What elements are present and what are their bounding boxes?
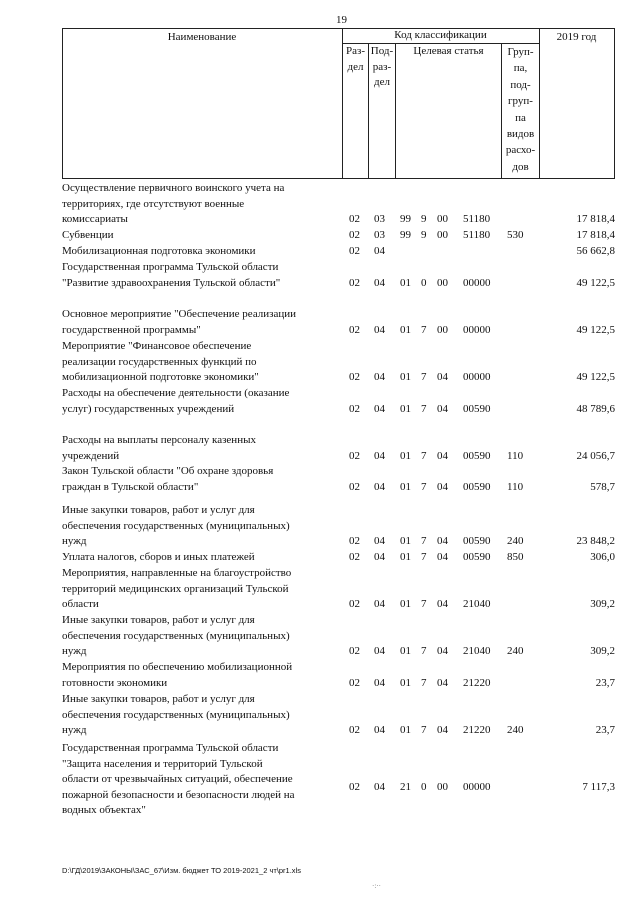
row-amount: 49 122,5 [576, 371, 615, 384]
code-sub: 04 [374, 724, 385, 737]
code-sec: 02 [349, 535, 360, 548]
code-sub: 04 [374, 645, 385, 658]
code-sec: 02 [349, 245, 360, 257]
code-t2: 7 [421, 535, 427, 548]
code-t2: 7 [421, 676, 427, 689]
row-amount: 49 122,5 [576, 276, 615, 289]
row-amount: 7 117,3 [582, 781, 615, 793]
code-grp: 110 [507, 480, 524, 493]
code-t1: 01 [400, 598, 411, 611]
code-t1: 21 [400, 781, 411, 793]
code-sec: 02 [349, 551, 360, 563]
code-grp: 240 [507, 535, 524, 548]
code-t4: 00000 [463, 276, 491, 289]
code-t4: 00590 [463, 480, 491, 493]
code-t2: 7 [421, 551, 427, 563]
file-path: D:\ГД\2019\ЗАКОНЫ\ЗАС_67\Изм. бюджет ТО 2019-2021_2 чт\pr1.xls [62, 866, 301, 875]
header-classification: Код классификации [394, 29, 487, 41]
code-t3: 04 [437, 371, 448, 384]
code-t2: 7 [421, 323, 427, 336]
code-t3: 00 [437, 781, 448, 793]
code-t1: 01 [400, 449, 411, 462]
code-grp: 110 [507, 449, 524, 462]
code-sub: 03 [374, 229, 385, 241]
code-t1: 01 [400, 276, 411, 289]
scan-mark: ·:·· [372, 882, 381, 890]
header-name: Наименование [167, 31, 237, 43]
code-t1: 01 [400, 323, 411, 336]
code-sec: 02 [349, 371, 360, 384]
header-section: Раз- дел [345, 45, 365, 73]
code-sub: 04 [374, 245, 385, 257]
code-sub: 04 [374, 323, 385, 336]
code-sec: 02 [349, 323, 360, 336]
row-name: Мероприятие "Финансовое обеспечение реализации государственных функций по мобилизационной подготовке экономики" [62, 340, 259, 384]
code-t4: 00000 [463, 781, 491, 793]
code-t4: 00590 [463, 402, 491, 415]
code-t1: 99 [400, 229, 411, 241]
code-grp: 530 [507, 229, 524, 241]
row-amount: 17 818,4 [576, 213, 615, 226]
row-amount: 48 789,6 [576, 402, 615, 415]
code-sub: 03 [374, 213, 385, 226]
code-t1: 01 [400, 724, 411, 737]
code-t2: 7 [421, 645, 427, 658]
code-sec: 02 [349, 229, 360, 241]
code-t2: 9 [421, 213, 427, 226]
row-amount: 578,7 [590, 480, 615, 493]
code-t1: 99 [400, 213, 411, 226]
code-t1: 01 [400, 645, 411, 658]
code-sec: 02 [349, 213, 360, 226]
code-t3: 04 [437, 724, 448, 737]
row-name: Иные закупки товаров, работ и услуг для обеспечения государственных (муниципальных) нужд [62, 504, 290, 548]
code-t2: 9 [421, 229, 427, 241]
code-t2: 7 [421, 598, 427, 611]
row-amount: 309,2 [590, 645, 615, 658]
code-t3: 04 [437, 676, 448, 689]
row-amount: 17 818,4 [576, 229, 615, 241]
code-sec: 02 [349, 402, 360, 415]
code-sub: 04 [374, 449, 385, 462]
code-t4: 00590 [463, 449, 491, 462]
code-t1: 01 [400, 480, 411, 493]
header-target: Целевая статья [413, 45, 484, 57]
code-t2: 7 [421, 724, 427, 737]
code-t3: 00 [437, 323, 448, 336]
row-name: Мобилизационная подготовка экономики [62, 245, 256, 257]
code-t4: 00000 [463, 323, 491, 336]
code-t2: 7 [421, 449, 427, 462]
code-t1: 01 [400, 535, 411, 548]
row-amount: 23,7 [595, 676, 615, 689]
code-t4: 21220 [463, 676, 491, 689]
code-t4: 21220 [463, 724, 491, 737]
code-t1: 01 [400, 402, 411, 415]
code-t3: 04 [437, 598, 448, 611]
code-sub: 04 [374, 276, 385, 289]
code-t3: 04 [437, 449, 448, 462]
header-subsection: Под- раз- дел [370, 45, 394, 88]
code-t3: 04 [437, 402, 448, 415]
code-t3: 04 [437, 645, 448, 658]
code-t2: 7 [421, 371, 427, 384]
row-amount: 23 848,2 [576, 535, 615, 548]
row-name: Иные закупки товаров, работ и услуг для обеспечения государственных (муниципальных) нужд [62, 693, 290, 737]
code-sec: 02 [349, 676, 360, 689]
page-number: 19 [336, 14, 347, 26]
code-grp: 240 [507, 724, 524, 737]
row-amount: 23,7 [595, 724, 615, 737]
code-sub: 04 [374, 781, 385, 793]
code-t2: 7 [421, 402, 427, 415]
code-grp: 240 [507, 645, 524, 658]
row-name: Государственная программа Тульской области "Защита населения и территорий Тульской области от чрезвычайных ситуаций, обеспечение пожарной безопасности и безопасности людей на водных объектах" [62, 742, 295, 817]
row-name: Государственная программа Тульской области "Развитие здравоохранения Тульской области" [62, 261, 281, 289]
code-sub: 04 [374, 598, 385, 611]
code-grp: 850 [507, 551, 524, 563]
code-t4: 21040 [463, 645, 491, 658]
row-amount: 306,0 [590, 551, 615, 563]
row-name: Иные закупки товаров, работ и услуг для обеспечения государственных (муниципальных) нужд [62, 614, 290, 658]
table-header [0, 0, 640, 180]
code-t3: 04 [437, 480, 448, 493]
row-amount: 309,2 [590, 598, 615, 611]
row-name: Расходы на выплаты персоналу казенных учреждений [62, 434, 256, 462]
code-sec: 02 [349, 598, 360, 611]
code-sec: 02 [349, 449, 360, 462]
code-sub: 04 [374, 402, 385, 415]
code-sec: 02 [349, 276, 360, 289]
row-name: Расходы на обеспечение деятельности (оказание услуг) государственных учреждений [62, 387, 290, 415]
code-sub: 04 [374, 480, 385, 493]
row-name: Уплата налогов, сборов и иных платежей [62, 551, 255, 563]
row-amount: 49 122,5 [576, 323, 615, 336]
code-t4: 21040 [463, 598, 491, 611]
code-sub: 04 [374, 535, 385, 548]
code-sub: 04 [374, 551, 385, 563]
row-name: Осуществление первичного воинского учета на территориях, где отсутствуют военные комиссариаты [62, 182, 285, 226]
row-name: Закон Тульской области "Об охране здоровья граждан в Тульской области" [62, 465, 274, 493]
header-group: Груп- па, под- груп- па видов расхо- дов [505, 46, 536, 173]
row-amount: 24 056,7 [576, 449, 615, 462]
code-t2: 7 [421, 480, 427, 493]
code-t3: 04 [437, 551, 448, 563]
row-amount: 56 662,8 [576, 245, 615, 257]
code-t4: 00590 [463, 551, 491, 563]
code-t4: 00000 [463, 371, 491, 384]
code-sec: 02 [349, 645, 360, 658]
code-t1: 01 [400, 371, 411, 384]
code-t3: 00 [437, 276, 448, 289]
row-name: Субвенции [62, 229, 114, 241]
code-t4: 51180 [463, 213, 491, 226]
code-t3: 00 [437, 229, 448, 241]
header-year: 2019 год [556, 31, 597, 43]
row-name: Основное мероприятие "Обеспечение реализации государственной программы" [62, 308, 297, 336]
code-t4: 00590 [463, 535, 491, 548]
code-t2: 0 [421, 276, 427, 289]
code-t2: 0 [421, 781, 427, 793]
code-sec: 02 [349, 781, 360, 793]
code-t3: 00 [437, 213, 448, 226]
code-t3: 04 [437, 535, 448, 548]
code-t1: 01 [400, 551, 411, 563]
code-t4: 51180 [463, 229, 491, 241]
code-sec: 02 [349, 480, 360, 493]
row-name: Мероприятия, направленные на благоустройство территорий медицинских организаций Тульской области [62, 567, 292, 611]
row-name: Мероприятия по обеспечению мобилизационной готовности экономики [62, 661, 293, 689]
code-sec: 02 [349, 724, 360, 737]
code-sub: 04 [374, 676, 385, 689]
code-t1: 01 [400, 676, 411, 689]
code-sub: 04 [374, 371, 385, 384]
